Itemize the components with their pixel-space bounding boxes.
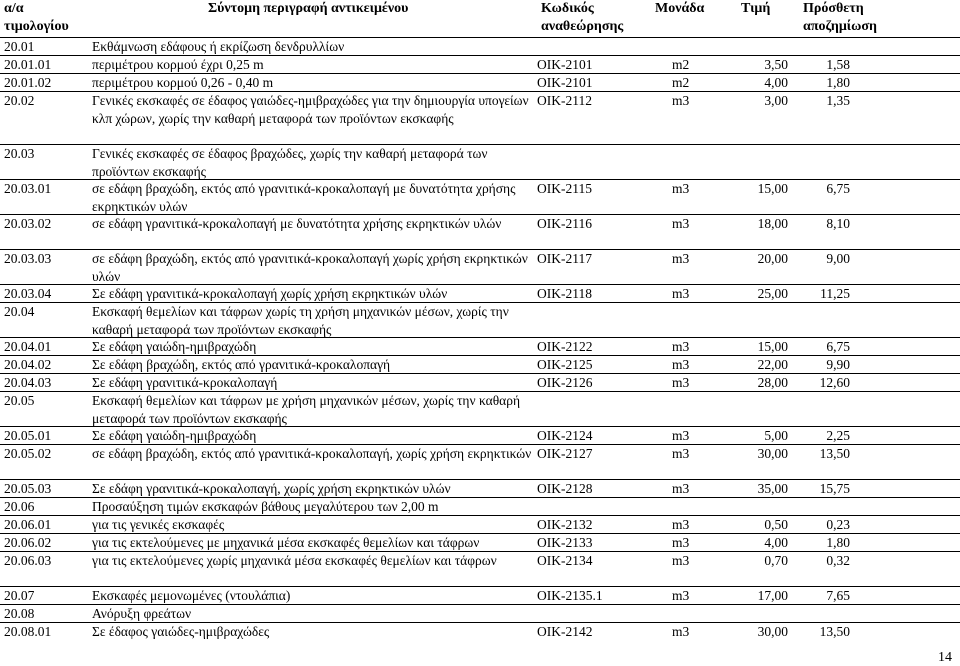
unit-price: 5,00	[764, 428, 788, 443]
additional-compensation: 12,60	[819, 375, 850, 390]
revision-code: ΟΙΚ-2118	[537, 286, 592, 301]
table-row	[0, 91, 960, 144]
additional-compensation: 0,23	[826, 517, 850, 532]
item-description: Εκσκαφή θεμελίων και τάφρων με χρήση μηχανικών μέσων, χωρίς την καθαρή μεταφορά των προϊόντων εκσκαφής	[92, 393, 521, 426]
item-code: 20.04.03	[4, 375, 52, 390]
unit-price: 22,00	[757, 357, 788, 372]
unit: m3	[672, 339, 690, 354]
revision-code: ΟΙΚ-2135.1	[537, 588, 603, 603]
table-row	[0, 302, 960, 337]
unit-price: 0,50	[764, 517, 788, 532]
item-description: Σε εδάφη γρανιτικά-κροκαλοπαγή	[92, 375, 278, 390]
additional-compensation: 1,58	[826, 57, 850, 72]
item-code: 20.01.01	[4, 57, 52, 72]
header-code: α/α τιμολογίου	[4, 1, 69, 34]
unit-price: 30,00	[757, 446, 788, 461]
additional-compensation: 0,32	[826, 553, 850, 568]
table-row	[0, 284, 960, 302]
table-header	[0, 0, 960, 36]
revision-code: ΟΙΚ-2101	[537, 75, 593, 90]
revision-code: ΟΙΚ-2127	[537, 446, 593, 461]
unit-price: 3,50	[764, 57, 788, 72]
item-code: 20.08	[4, 606, 35, 621]
item-description: Εκσκαφή θεμελίων και τάφρων χωρίς τη χρήση μηχανικών μέσων, χωρίς την καθαρή μεταφορά των προϊόντων εκσκαφής	[92, 304, 509, 337]
unit: m3	[672, 251, 690, 266]
item-code: 20.06.03	[4, 553, 52, 568]
item-description: σε εδάφη γρανιτικά-κροκαλοπαγή με δυνατότητα χρήσης εκρηκτικών υλών	[92, 216, 502, 231]
unit: m3	[672, 286, 690, 301]
header-price: Τιμή	[741, 1, 771, 16]
revision-code: ΟΙΚ-2126	[537, 375, 593, 390]
revision-code: ΟΙΚ-2134	[537, 553, 593, 568]
unit-price: 18,00	[757, 216, 788, 231]
revision-code: ΟΙΚ-2116	[537, 216, 592, 231]
revision-code: ΟΙΚ-2125	[537, 357, 593, 372]
table-row	[0, 444, 960, 479]
unit-price: 25,00	[757, 286, 788, 301]
additional-compensation: 2,25	[826, 428, 850, 443]
revision-code: ΟΙΚ-2112	[537, 93, 592, 108]
item-description: Προσαύξηση τιμών εκσκαφών βάθους μεγαλύτερου των 2,00 m	[92, 499, 439, 514]
unit-price: 35,00	[757, 481, 788, 496]
unit-price: 4,00	[764, 75, 788, 90]
unit-price: 30,00	[757, 624, 788, 639]
additional-compensation: 8,10	[826, 216, 850, 231]
revision-code: ΟΙΚ-2122	[537, 339, 593, 354]
revision-code: ΟΙΚ-2132	[537, 517, 593, 532]
item-description: Γενικές εκσκαφές σε έδαφος βραχώδες, χωρίς την καθαρή μεταφορά των προϊόντων εκσκαφής	[92, 146, 488, 179]
item-code: 20.06	[4, 499, 35, 514]
item-description: σε εδάφη βραχώδη, εκτός από γρανιτικά-κροκαλοπαγή, χωρίς χρήση εκρηκτικών	[92, 446, 532, 461]
table-row	[0, 55, 960, 73]
price-table	[0, 37, 960, 640]
table-row	[0, 355, 960, 373]
table-row	[0, 391, 960, 426]
item-description: Ανόρυξη φρεάτων	[92, 606, 192, 621]
unit-price: 20,00	[757, 251, 788, 266]
additional-compensation: 1,80	[826, 535, 850, 550]
table-row	[0, 604, 960, 622]
unit: m3	[672, 624, 690, 639]
table-row	[0, 37, 960, 55]
unit: m3	[672, 93, 690, 108]
item-description: Εκθάμνωση εδάφους ή εκρίζωση δενδρυλλίων	[92, 39, 345, 54]
additional-compensation: 15,75	[819, 481, 850, 496]
header-unit: Μονάδα	[655, 1, 705, 16]
additional-compensation: 11,25	[820, 286, 850, 301]
item-description: για τις εκτελούμενες χωρίς μηχανικά μέσα εκσκαφές θεμελίων και τάφρων	[92, 553, 497, 568]
unit: m3	[672, 181, 690, 196]
unit-price: 28,00	[757, 375, 788, 390]
item-code: 20.04	[4, 304, 35, 319]
item-description: Εκσκαφές μεμονωμένες (ντουλάπια)	[92, 588, 291, 603]
item-code: 20.05.01	[4, 428, 52, 443]
revision-code: ΟΙΚ-2142	[537, 624, 593, 639]
item-description: σε εδάφη βραχώδη, εκτός από γρανιτικά-κροκαλοπαγή με δυνατότητα χρήσης εκρηκτικών υλών	[92, 181, 516, 214]
item-code: 20.06.01	[4, 517, 52, 532]
table-row	[0, 497, 960, 515]
item-description: Σε εδάφη γρανιτικά-κροκαλοπαγή χωρίς χρήση εκρηκτικών υλών	[92, 286, 448, 301]
item-code: 20.01	[4, 39, 35, 54]
additional-compensation: 1,35	[826, 93, 850, 108]
additional-compensation: 7,65	[826, 588, 850, 603]
unit: m3	[672, 428, 690, 443]
unit-price: 3,00	[764, 93, 788, 108]
table-row	[0, 533, 960, 551]
item-code: 20.02	[4, 93, 35, 108]
item-code: 20.01.02	[4, 75, 52, 90]
item-code: 20.05	[4, 393, 35, 408]
item-code: 20.04.02	[4, 357, 52, 372]
table-row	[0, 426, 960, 444]
item-description: Σε έδαφος γαιώδες-ημιβραχώδες	[92, 624, 270, 639]
item-description: σε εδάφη βραχώδη, εκτός από γρανιτικά-κροκαλοπαγή χωρίς χρήση εκρηκτικών υλών	[92, 251, 528, 284]
revision-code: ΟΙΚ-2117	[537, 251, 592, 266]
table-row	[0, 373, 960, 391]
unit: m3	[672, 553, 690, 568]
table-row	[0, 622, 960, 640]
revision-code: ΟΙΚ-2101	[537, 57, 593, 72]
table-row	[0, 179, 960, 214]
item-code: 20.03.01	[4, 181, 52, 196]
revision-code: ΟΙΚ-2124	[537, 428, 593, 443]
item-description: περιμέτρου κορμού 0,26 - 0,40 m	[92, 75, 274, 90]
unit: m3	[672, 535, 690, 550]
unit: m3	[672, 446, 690, 461]
table-row	[0, 214, 960, 249]
additional-compensation: 9,90	[826, 357, 850, 372]
item-code: 20.08.01	[4, 624, 52, 639]
revision-code: ΟΙΚ-2128	[537, 481, 593, 496]
additional-compensation: 6,75	[826, 339, 850, 354]
item-description: για τις γενικές εκσκαφές	[92, 517, 225, 532]
header-revision-code: Κωδικός αναθεώρησης	[541, 1, 624, 34]
unit-price: 15,00	[757, 181, 788, 196]
table-row	[0, 515, 960, 533]
table-row	[0, 144, 960, 179]
item-description: για τις εκτελούμενες με μηχανικά μέσα εκσκαφές θεμελίων και τάφρων	[92, 535, 480, 550]
unit: m2	[672, 57, 690, 72]
item-code: 20.03.03	[4, 251, 52, 266]
item-description: περιμέτρου κορμού έχρι 0,25 m	[92, 57, 264, 72]
unit: m3	[672, 517, 690, 532]
table-row	[0, 249, 960, 284]
item-code: 20.05.02	[4, 446, 52, 461]
additional-compensation: 9,00	[826, 251, 850, 266]
additional-compensation: 13,50	[819, 624, 850, 639]
item-code: 20.03	[4, 146, 35, 161]
table-row	[0, 479, 960, 497]
unit: m2	[672, 75, 690, 90]
unit-price: 0,70	[764, 553, 788, 568]
unit-price: 4,00	[764, 535, 788, 550]
item-description: Σε εδάφη γαιώδη-ημιβραχώδη	[92, 428, 257, 443]
item-code: 20.03.02	[4, 216, 52, 231]
header-additional: Πρόσθετη αποζημίωση	[803, 1, 877, 34]
page-number: 14	[938, 650, 952, 665]
table-row	[0, 586, 960, 604]
item-code: 20.06.02	[4, 535, 52, 550]
item-description: Σε εδάφη γαιώδη-ημιβραχώδη	[92, 339, 257, 354]
table-row	[0, 551, 960, 586]
unit-price: 15,00	[757, 339, 788, 354]
revision-code: ΟΙΚ-2115	[537, 181, 592, 196]
unit: m3	[672, 588, 690, 603]
table-row	[0, 337, 960, 355]
unit: m3	[672, 481, 690, 496]
item-description: Σε εδάφη γρανιτικά-κροκαλοπαγή, χωρίς χρήση εκρηκτικών υλών	[92, 481, 451, 496]
table-row	[0, 73, 960, 91]
item-code: 20.03.04	[4, 286, 52, 301]
unit: m3	[672, 216, 690, 231]
item-description: Σε εδάφη βραχώδη, εκτός από γρανιτικά-κροκαλοπαγή	[92, 357, 391, 372]
unit: m3	[672, 375, 690, 390]
header-description: Σύντομη περιγραφή αντικειμένου	[208, 1, 409, 16]
item-description: Γενικές εκσκαφές σε έδαφος γαιώδες-ημιβραχώδες για την δημιουργία υπογείων κλπ χώρων, χωρίς την καθαρή μεταφορά των προϊόντων εκσκαφής	[92, 93, 529, 126]
item-code: 20.05.03	[4, 481, 52, 496]
unit-price: 17,00	[757, 588, 788, 603]
item-code: 20.04.01	[4, 339, 52, 354]
additional-compensation: 6,75	[826, 181, 850, 196]
additional-compensation: 1,80	[826, 75, 850, 90]
unit: m3	[672, 357, 690, 372]
item-code: 20.07	[4, 588, 35, 603]
revision-code: ΟΙΚ-2133	[537, 535, 593, 550]
additional-compensation: 13,50	[819, 446, 850, 461]
